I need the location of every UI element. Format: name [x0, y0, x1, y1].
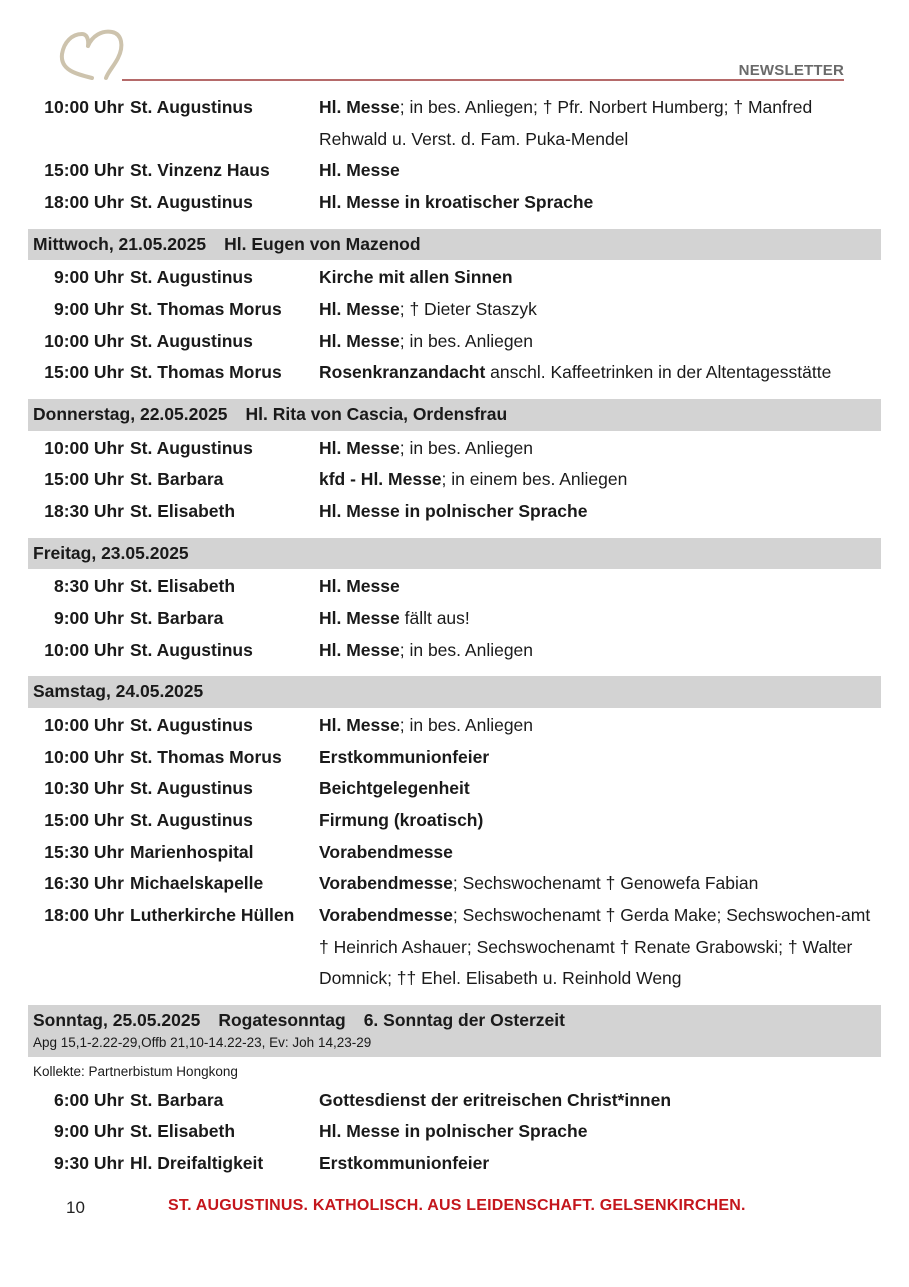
event-place: St. Augustinus: [130, 192, 253, 213]
event-place: St. Vinzenz Haus: [130, 160, 270, 181]
footer-slogan: ST. AUGUSTINUS. KATHOLISCH. AUS LEIDENSCHAFT. GELSENKIRCHEN.: [168, 1197, 746, 1214]
schedule-row: [28, 837, 881, 869]
kollekte-note: Kollekte: Partnerbistum Hongkong: [33, 1063, 238, 1079]
event-time: 16:30 Uhr: [44, 873, 124, 894]
event-description: [319, 868, 881, 900]
schedule-row: [28, 187, 881, 219]
event-time: 9:00 Uhr: [53, 1121, 124, 1142]
day-date: Mittwoch, 21.05.2025: [33, 233, 207, 254]
schedule-row: [28, 92, 881, 155]
event-description: [319, 837, 881, 869]
schedule-row: [28, 805, 881, 837]
event-title: Vorabendmesse: [319, 905, 453, 926]
day-feast: Hl. Rita von Cascia, Ordensfrau: [245, 404, 508, 425]
schedule-row: [28, 433, 881, 465]
event-place: St. Thomas Morus: [130, 299, 282, 320]
event-description: [319, 603, 881, 635]
event-title: Vorabendmesse: [319, 841, 453, 862]
event-details: ; in bes. Anliegen; † Pfr. Norbert Humberg; † Manfred Rehwald u. Verst. d. Fam. Puka-Mendel: [319, 97, 813, 149]
event-details: fällt aus!: [399, 607, 470, 628]
event-time: 9:00 Uhr: [53, 299, 124, 320]
event-description: [319, 1148, 881, 1180]
schedule: [28, 92, 881, 1180]
event-title: Kirche mit allen Sinnen: [319, 267, 513, 288]
event-place: Lutherkirche Hüllen: [130, 905, 295, 926]
event-title: Erstkommunionfeier: [319, 1153, 490, 1174]
event-time: 6:00 Uhr: [53, 1089, 124, 1110]
event-time: 15:30 Uhr: [44, 841, 124, 862]
day-date: Donnerstag, 22.05.2025: [33, 404, 228, 425]
event-place: St. Elisabeth: [130, 576, 236, 597]
schedule-row: [28, 326, 881, 358]
schedule-row: [28, 773, 881, 805]
event-details: ; in bes. Anliegen: [399, 639, 534, 660]
event-title: Hl. Messe: [319, 607, 400, 628]
event-place: Michaelskapelle: [130, 873, 264, 894]
event-description: [319, 187, 881, 219]
event-time: 10:00 Uhr: [44, 437, 124, 458]
event-place: St. Augustinus: [130, 778, 253, 799]
schedule-row: [28, 603, 881, 635]
event-description: [319, 1116, 881, 1148]
event-time: 9:00 Uhr: [53, 267, 124, 288]
event-time: 10:00 Uhr: [44, 330, 124, 351]
event-place: St. Augustinus: [130, 639, 253, 660]
event-title: Hl. Messe in polnischer Sprache: [319, 501, 588, 522]
day-date: Samstag, 24.05.2025: [33, 681, 204, 702]
event-place: St. Augustinus: [130, 809, 253, 830]
schedule-row: [28, 294, 881, 326]
schedule-row: [28, 357, 881, 389]
event-description: [319, 805, 881, 837]
event-time: 18:00 Uhr: [44, 192, 124, 213]
schedule-row: [28, 155, 881, 187]
event-description: [319, 357, 881, 389]
event-time: 10:00 Uhr: [44, 714, 124, 735]
event-description: [319, 496, 881, 528]
event-title: kfd - Hl. Messe: [319, 469, 442, 490]
event-description: [319, 92, 881, 155]
event-details: ; in bes. Anliegen: [399, 437, 534, 458]
event-place: Marienhospital: [130, 841, 254, 862]
event-description: [319, 571, 881, 603]
event-time: 15:00 Uhr: [44, 362, 124, 383]
event-description: [319, 710, 881, 742]
schedule-row: [28, 1116, 881, 1148]
event-place: Hl. Dreifaltigkeit: [130, 1153, 264, 1174]
event-description: [319, 326, 881, 358]
event-place: St. Augustinus: [130, 97, 253, 117]
event-description: [319, 1085, 881, 1117]
event-title: Gottesdienst der eritreischen Christ*innen: [319, 1089, 672, 1110]
event-details: ; Sechswochenamt † Gerda Make; Sechswochen-amt † Heinrich Ashauer; Sechswochenamt † Renate Grabowski; † Walter Domnick; †† Ehel. Elisabeth u. Reinhold Weng: [319, 905, 871, 989]
schedule-row: [28, 710, 881, 742]
event-time: 10:00 Uhr: [44, 639, 124, 660]
event-title: Hl. Messe: [319, 639, 400, 660]
day-header: [28, 676, 881, 708]
event-time: 8:30 Uhr: [53, 576, 124, 597]
event-place: St. Augustinus: [130, 437, 253, 458]
event-title: Hl. Messe: [319, 576, 400, 597]
event-details: ; in bes. Anliegen: [399, 714, 534, 735]
event-time: 18:30 Uhr: [44, 501, 124, 522]
heart-logo-icon: [56, 28, 126, 82]
event-title: Hl. Messe in polnischer Sprache: [319, 1121, 588, 1142]
event-time: 15:00 Uhr: [44, 809, 124, 830]
page-number: 10: [66, 1198, 85, 1217]
event-description: [319, 635, 881, 667]
day-season: 6. Sonntag der Osterzeit: [363, 1010, 565, 1031]
schedule-row: [28, 868, 881, 900]
event-place: St. Barbara: [130, 1089, 224, 1110]
event-title: Vorabendmesse: [319, 873, 453, 894]
day-header: [28, 229, 881, 261]
event-title: Firmung (kroatisch): [319, 809, 484, 830]
event-place: St. Thomas Morus: [130, 746, 282, 767]
day-header: [28, 538, 881, 570]
event-place: St. Barbara: [130, 607, 224, 628]
event-details: anschl. Kaffeetrinken in der Altentagesstätte: [485, 362, 832, 383]
event-description: [319, 294, 881, 326]
event-time: 9:30 Uhr: [53, 1153, 124, 1174]
event-description: [319, 773, 881, 805]
event-time: 10:00 Uhr: [44, 746, 124, 767]
event-title: Rosenkranzandacht: [319, 362, 486, 383]
event-place: St. Elisabeth: [130, 1121, 236, 1142]
day-date: Sonntag, 25.05.2025: [33, 1010, 201, 1031]
newsletter-label: NEWSLETTER: [738, 62, 844, 79]
event-details: ; in bes. Anliegen: [399, 330, 534, 351]
event-title: Erstkommunionfeier: [319, 746, 490, 767]
event-description: [319, 464, 881, 496]
day-header: [28, 399, 881, 431]
event-details: ; Sechswochenamt † Genowefa Fabian: [452, 873, 759, 894]
event-title: Hl. Messe: [319, 437, 400, 458]
event-description: [319, 262, 881, 294]
schedule-row: [28, 900, 881, 995]
event-place: St. Barbara: [130, 469, 224, 490]
schedule-row: [28, 571, 881, 603]
schedule-row: [28, 742, 881, 774]
event-title: Hl. Messe: [319, 97, 400, 117]
event-description: [319, 900, 881, 995]
event-description: [319, 742, 881, 774]
event-place: St. Augustinus: [130, 330, 253, 351]
schedule-row: [28, 496, 881, 528]
header-rule: [122, 79, 844, 81]
schedule-row: [28, 262, 881, 294]
day-feast: Hl. Eugen von Mazenod: [224, 233, 421, 254]
day-feast: Rogatesonntag: [218, 1010, 346, 1031]
event-title: Hl. Messe: [319, 714, 400, 735]
event-time: 9:00 Uhr: [53, 607, 124, 628]
day-readings: Apg 15,1-2.22-29,Offb 21,10-14.22-23, Ev: Joh 14,23-29: [33, 1034, 372, 1050]
event-description: [319, 433, 881, 465]
event-place: St. Augustinus: [130, 714, 253, 735]
event-time: 18:00 Uhr: [44, 905, 124, 926]
event-time: 15:00 Uhr: [44, 469, 124, 490]
schedule-row: [28, 635, 881, 667]
schedule-row: [28, 464, 881, 496]
event-details: ; † Dieter Staszyk: [399, 299, 537, 320]
event-place: St. Elisabeth: [130, 501, 236, 522]
event-title: Hl. Messe in kroatischer Sprache: [319, 192, 594, 213]
event-time: 15:00 Uhr: [44, 160, 124, 181]
event-title: Hl. Messe: [319, 330, 400, 351]
event-description: [319, 155, 881, 187]
event-time: 10:30 Uhr: [44, 778, 124, 799]
event-place: St. Augustinus: [130, 267, 253, 288]
day-header: [28, 1005, 881, 1057]
event-place: St. Thomas Morus: [130, 362, 282, 383]
schedule-row: [28, 1085, 881, 1117]
schedule-row: [28, 1148, 881, 1180]
event-details: ; in einem bes. Anliegen: [441, 469, 628, 490]
event-title: Beichtgelegenheit: [319, 778, 470, 799]
event-title: Hl. Messe: [319, 299, 400, 320]
day-date: Freitag, 23.05.2025: [33, 542, 189, 563]
event-time: 10:00 Uhr: [44, 97, 124, 117]
event-title: Hl. Messe: [319, 160, 400, 181]
